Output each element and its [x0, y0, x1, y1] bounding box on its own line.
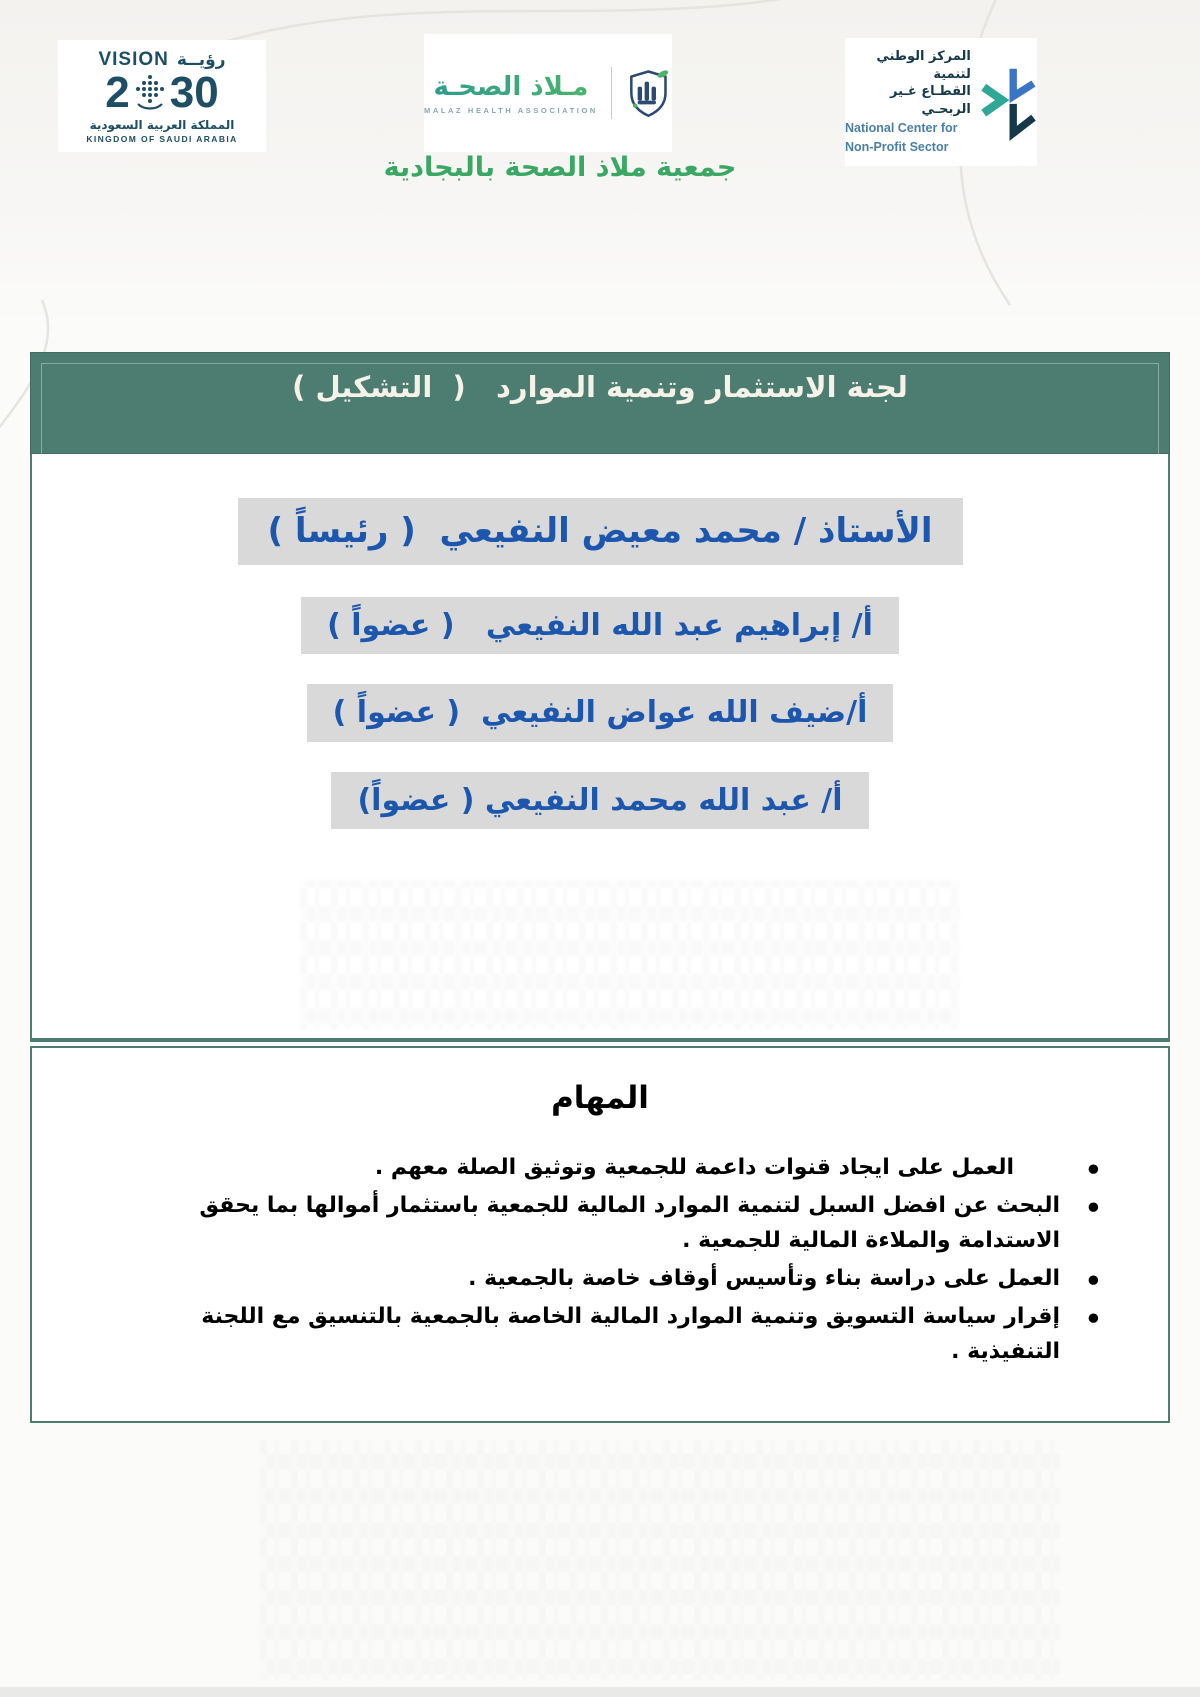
vision-2030-logo	[58, 40, 266, 152]
committee-header-bar	[30, 352, 1170, 454]
vision-year-prefix: 2	[105, 67, 130, 117]
malaz-logo-divider	[611, 67, 612, 119]
org-title: جمعية ملاذ الصحة بالبجادية	[383, 152, 737, 183]
member-row: الأستاذ / محمد معيض النفيعي ( رئيساً )	[238, 498, 963, 565]
member-row: أ/ إبراهيم عبد الله النفيعي ( عضواً )	[301, 597, 899, 655]
ncnp-en-line1: National Center for	[845, 121, 958, 136]
ncnp-mark-icon	[980, 56, 1037, 148]
ncnp-en-line2: Non-Profit Sector	[845, 140, 949, 155]
task-item: • إقرار سياسة التسويق وتنمية الموارد المالية الخاصة بالجمعية بالتنسيق مع اللجنة التنفيذية .	[132, 1299, 1106, 1370]
vision-en-label: VISION	[98, 48, 169, 70]
tasks-section	[30, 1046, 1170, 1423]
vision-year	[105, 67, 219, 117]
vision-year-suffix: 30	[169, 67, 219, 117]
committee-title: لجنة الاستثمار وتنمية الموارد ( التشكيل )	[292, 370, 908, 404]
vision-ar-label: رؤيــة	[176, 49, 226, 70]
task-item: • العمل على ايجاد قنوات داعمة للجمعية وتوثيق الصلة معهم .	[132, 1150, 1106, 1186]
malaz-ar-label: مـلاذ الصحـة	[433, 71, 589, 102]
member-row: أ/ضيف الله عواض النفيعي ( عضواً )	[307, 684, 894, 742]
scan-bleed-artifact	[260, 1440, 1060, 1680]
ncnp-logo	[845, 38, 1037, 166]
ncnp-ar-line2: القطـاع غـير الربحـي	[890, 84, 971, 117]
tasks-heading: المهام	[551, 1080, 649, 1116]
task-item: • البحث عن افضل السبل لتنمية الموارد المالية للجمعية باستثمار أموالها بما يحقق الاستدامة والملاءة المالية للجمعية .	[132, 1188, 1106, 1259]
member-row: أ/ عبد الله محمد النفيعي ( عضواً)	[331, 772, 868, 830]
tasks-list	[132, 1150, 1106, 1370]
vision-kingdom-en: KINGDOM OF SAUDI ARABIA	[86, 133, 238, 144]
committee-members-section	[30, 454, 1170, 1042]
vision-kingdom-ar: المملكة العربية السعودية	[89, 117, 235, 132]
page-bottom-strip	[0, 1687, 1200, 1697]
malaz-health-association-logo	[424, 34, 672, 152]
malaz-wordmark	[424, 72, 598, 115]
ncnp-ar-line1: المركز الوطني لتنمية	[876, 49, 971, 82]
malaz-en-label: MALAZ HEALTH ASSOCIATION	[424, 105, 598, 115]
task-item: • العمل على دراسة بناء وتأسيس أوقاف خاصة بالجمعية .	[132, 1261, 1106, 1297]
malaz-shield-icon	[625, 53, 672, 133]
saudi-emblem-icon	[132, 73, 168, 113]
ncnp-wordmark	[845, 48, 971, 155]
